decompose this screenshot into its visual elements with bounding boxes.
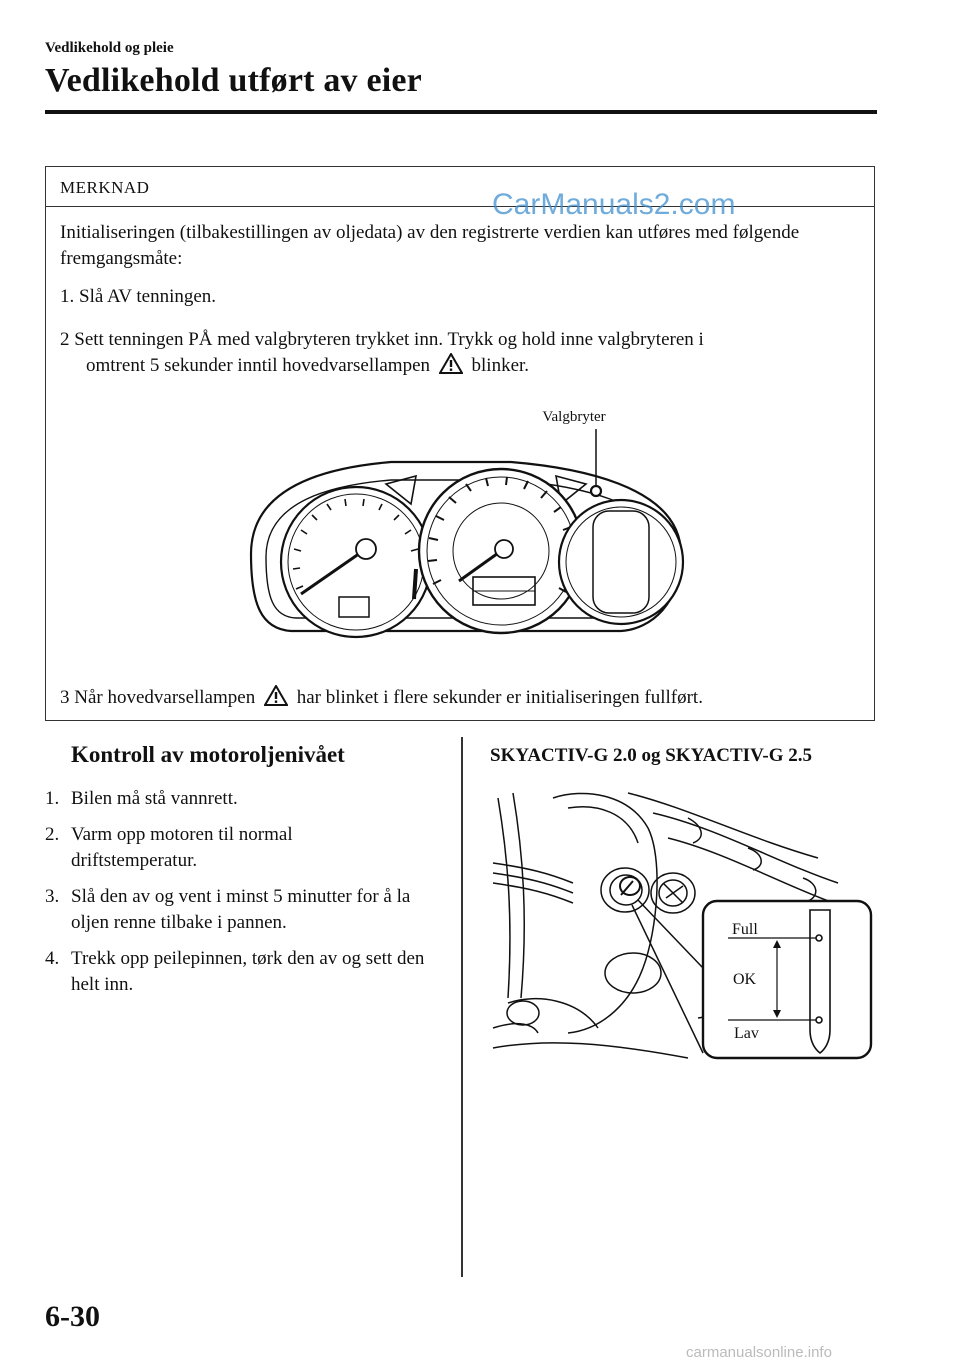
note-header [46, 167, 874, 207]
warning-triangle-icon [264, 685, 288, 706]
engine-figure-title: SKYACTIV-G 2.0 og SKYACTIV-G 2.5 [490, 745, 812, 766]
footer-watermark: carmanualsonline.info [686, 1344, 832, 1361]
note-step-2-line-2 [60, 353, 860, 379]
oil-check-title: Kontroll av motoroljenivået [71, 742, 345, 767]
note-step-3-text-a: 3 Når hovedvarsellampen [60, 687, 256, 708]
note-step-2-text-a: omtrent 5 sekunder inntil hovedvarsellampen [86, 355, 431, 376]
oil-step-number: 4. [45, 948, 60, 969]
section-kicker: Vedlikehold og pleie [45, 40, 174, 56]
oil-step-text: Varm opp motoren til normal driftstemperatur. [71, 824, 293, 871]
warning-triangle-icon [439, 353, 463, 374]
column-divider [461, 737, 463, 1277]
note-step-2-line-1: 2 Sett tenningen PÅ med valgbryteren trykket inn. Trykk og hold inne valgbryteren i [60, 329, 704, 350]
dipstick-label-low: Lav [734, 1025, 759, 1042]
page-number: 6-30 [45, 1300, 100, 1333]
watermark: CarManuals2.com [492, 188, 736, 221]
instrument-cluster-illustration [211, 389, 691, 689]
note-step-1: 1. Slå AV tenningen. [60, 286, 217, 307]
valgbryter-label: Valgbryter [542, 409, 606, 425]
oil-step-text: Bilen må stå vannrett. [71, 788, 238, 809]
note-step-3 [60, 685, 870, 711]
dipstick-label-ok: OK [733, 971, 757, 988]
oil-step-number: 1. [45, 788, 60, 809]
valgbryter-button [591, 486, 601, 496]
engine-dipstick-illustration [488, 768, 880, 1068]
note-step-3-text-b: har blinket i flere sekunder er initialiseringen fullført. [296, 687, 703, 708]
dipstick-label-full: Full [732, 921, 758, 938]
oil-step-number: 2. [45, 824, 60, 845]
note-intro: Initialiseringen (tilbakestillingen av oljedata) av den registrerte verdien kan utføres med følgende fremgangsmåte: [60, 222, 800, 269]
note-step-2 [60, 327, 860, 379]
oil-step-text: Trekk opp peilepinnen, tørk den av og sett den helt inn. [71, 948, 425, 995]
title-rule [45, 110, 877, 114]
note-label: MERKNAD [60, 178, 150, 197]
note-step-2-text-b: blinker. [471, 355, 530, 376]
page-title: Vedlikehold utført av eier [45, 62, 422, 99]
note-box [45, 166, 875, 721]
oil-step-text: Slå den av og vent i minst 5 minutter for å la oljen renne tilbake i pannen. [71, 886, 411, 933]
oil-step-number: 3. [45, 886, 60, 907]
